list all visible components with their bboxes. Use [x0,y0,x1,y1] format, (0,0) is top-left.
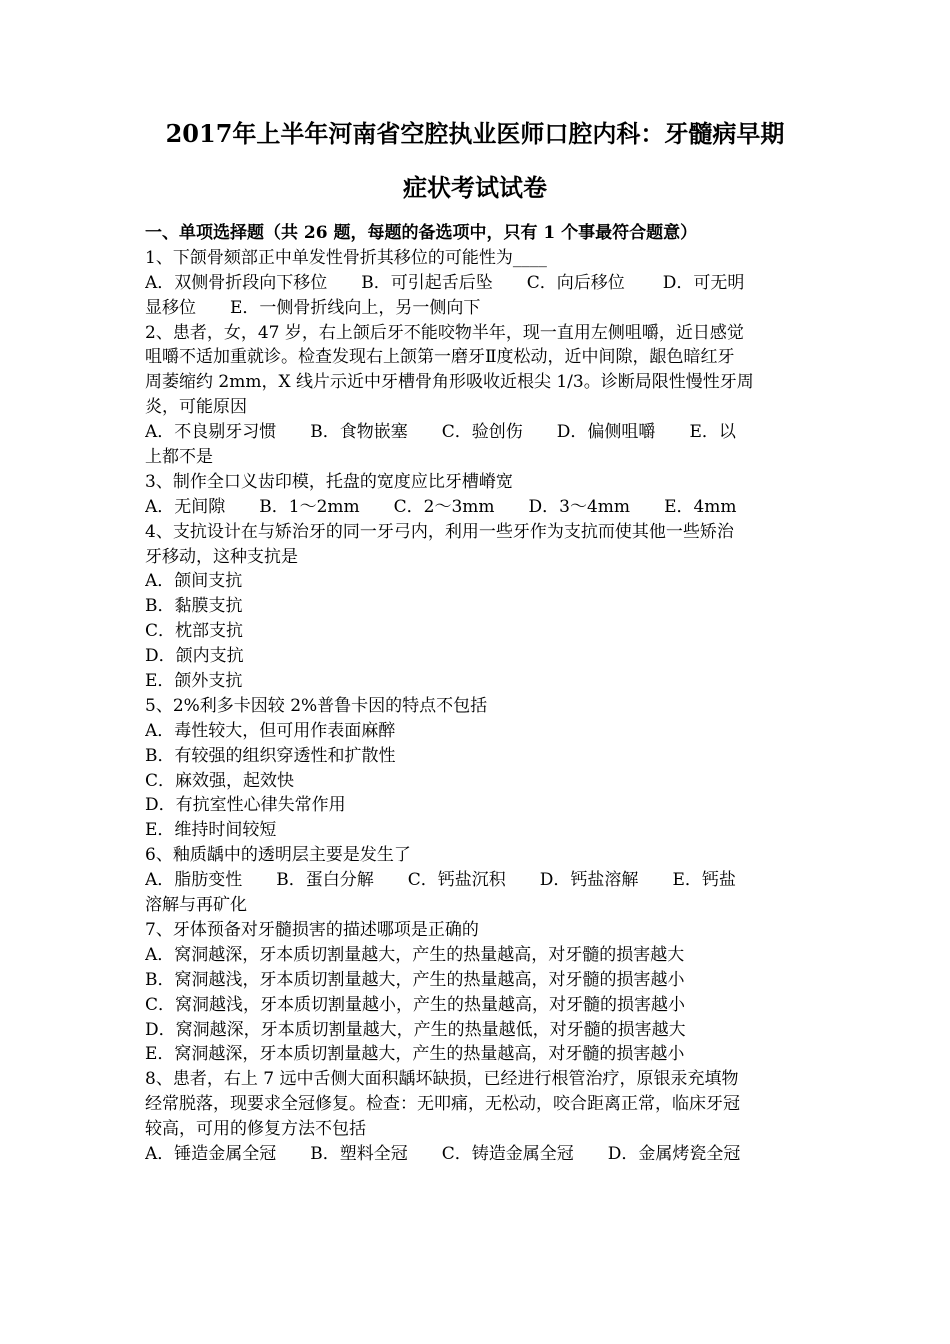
question-4-option-a: A．颌间支抗 [145,571,243,592]
question-1-option-b: B．可引起舌后坠 [361,272,493,293]
question-6-option-e-start: E．钙盐 [672,870,736,891]
question-1-option-c: C．向后移位 [526,272,625,293]
question-1-option-d-end: 显移位 [145,297,196,318]
exam-content [145,221,807,1167]
question-7-option-e: E．窝洞越深，牙本质切割量越大，产生的热量越高，对牙髓的损害越小 [145,1044,685,1065]
question-8-option-d: D．金属烤瓷全冠 [607,1143,741,1164]
question-7-option-b: B．窝洞越浅，牙本质切割量越大，产生的热量越高，对牙髓的损害越小 [145,969,685,990]
question-4-stem-line-2: 牙移动，这种支抗是 [145,546,298,567]
question-1-options-line-2 [145,296,807,321]
question-6-option-c: C．钙盐沉积 [407,870,506,891]
question-2-stem-line-1: 2、患者，女，47 岁，右上颌后牙不能咬物半年，现一直用左侧咀嚼，近日感觉 [145,322,744,343]
question-2-option-e-end: 上都不是 [145,447,213,468]
question-1-option-a: A．双侧骨折段向下移位 [145,272,328,293]
question-2-stem-line-3: 周萎缩约 2mm，X 线片示近中牙槽骨角形吸收近根尖 1/3。诊断局限性慢性牙周 [145,372,754,393]
question-3-option-b: B．1～2mm [259,496,360,517]
question-2-option-b: B．食物嵌塞 [310,422,408,443]
question-6-option-e-end: 溶解与再矿化 [145,895,247,916]
question-2-option-a: A．不良剔牙习惯 [145,422,277,443]
question-6-option-b: B．蛋白分解 [276,870,374,891]
question-7-option-d: D．窝洞越深，牙本质切割量越大，产生的热量越低，对牙髓的损害越大 [145,1019,686,1040]
question-6-option-a: A．脂肪变性 [145,870,243,891]
question-2-stem-line-4: 炎，可能原因 [145,397,247,418]
question-6-stem: 6、釉质龋中的透明层主要是发生了 [145,845,411,866]
question-2-option-c: C．验创伤 [441,422,523,443]
question-5-option-b: B．有较强的组织穿透性和扩散性 [145,745,396,766]
question-8-stem-line-3: 较高，可用的修复方法不包括 [145,1119,366,1140]
question-5-option-c: C．麻效强，起效快 [145,770,295,791]
question-8-option-a: A．锤造金属全冠 [145,1143,277,1164]
question-2-option-d: D．偏侧咀嚼 [556,422,656,443]
question-5-option-a: A．毒性较大，但可用作表面麻醉 [145,720,396,741]
question-7-stem: 7、牙体预备对牙髓损害的描述哪项是正确的 [145,919,479,940]
question-6-options-line-1 [145,868,807,893]
question-4-stem-line-1: 4、支抗设计在与矫治牙的同一牙弓内，利用一些牙作为支抗而使其他一些矫治 [145,521,734,542]
question-8-option-b: B．塑料全冠 [310,1143,408,1164]
question-4-option-e: E．颌外支抗 [145,671,243,692]
question-4-option-c: C．枕部支抗 [145,621,244,642]
question-8-stem-line-1: 8、患者，右上 7 远中舌侧大面积龋坏缺损，已经进行根管治疗，原银汞充填物 [145,1069,739,1090]
question-8-options-line-1 [145,1142,807,1167]
question-3-option-c: C．2～3mm [393,496,495,517]
question-4-option-b: B．黏膜支抗 [145,596,243,617]
question-2-stem-line-2: 咀嚼不适加重就诊。检查发现右上颌第一磨牙Ⅱ度松动，近中间隙，龈色暗红牙 [145,347,735,368]
document-title-line-2: 症状考试试卷 [403,173,547,202]
question-2-option-e-start: E．以 [689,422,736,443]
question-5-option-d: D．有抗室性心律失常作用 [145,795,346,816]
question-1-option-d-start: D．可无明 [662,272,745,293]
question-4-option-d: D．颌内支抗 [145,646,244,667]
question-5-option-e: E．维持时间较短 [145,820,277,841]
question-1-stem: 1、下颌骨颏部正中单发性骨折其移位的可能性为____ [145,247,547,268]
question-7-option-c: C．窝洞越浅，牙本质切割量越小，产生的热量越高，对牙髓的损害越小 [145,994,686,1015]
question-1-options-line-1 [145,271,807,296]
question-3-option-e: E．4mm [664,496,737,517]
question-3-option-d: D．3～4mm [528,496,631,517]
question-5-stem: 5、2%利多卡因较 2%普鲁卡因的特点不包括 [145,695,488,716]
document-title-line-1: 2017年上半年河南省空腔执业医师口腔内科：牙髓病早期 [165,119,785,148]
section-heading: 一、单项选择题（共 26 题，每题的备选项中，只有 1 个事最符合题意） [145,223,698,243]
question-7-option-a: A．窝洞越深，牙本质切割量越大，产生的热量越高，对牙髓的损害越大 [145,944,685,965]
question-8-stem-line-2: 经常脱落，现要求全冠修复。检查：无叩痛，无松动，咬合距离正常，临床牙冠 [145,1094,740,1115]
question-3-option-a: A．无间隙 [145,496,226,517]
question-1-option-e: E．一侧骨折线向上，另一侧向下 [230,297,481,318]
question-3-stem: 3、制作全口义齿印模，托盘的宽度应比牙槽嵴宽 [145,471,513,492]
question-3-options-line-1 [145,495,807,520]
question-2-options-line-1 [145,420,807,445]
question-8-option-c: C．铸造金属全冠 [441,1143,574,1164]
question-6-option-d: D．钙盐溶解 [539,870,639,891]
